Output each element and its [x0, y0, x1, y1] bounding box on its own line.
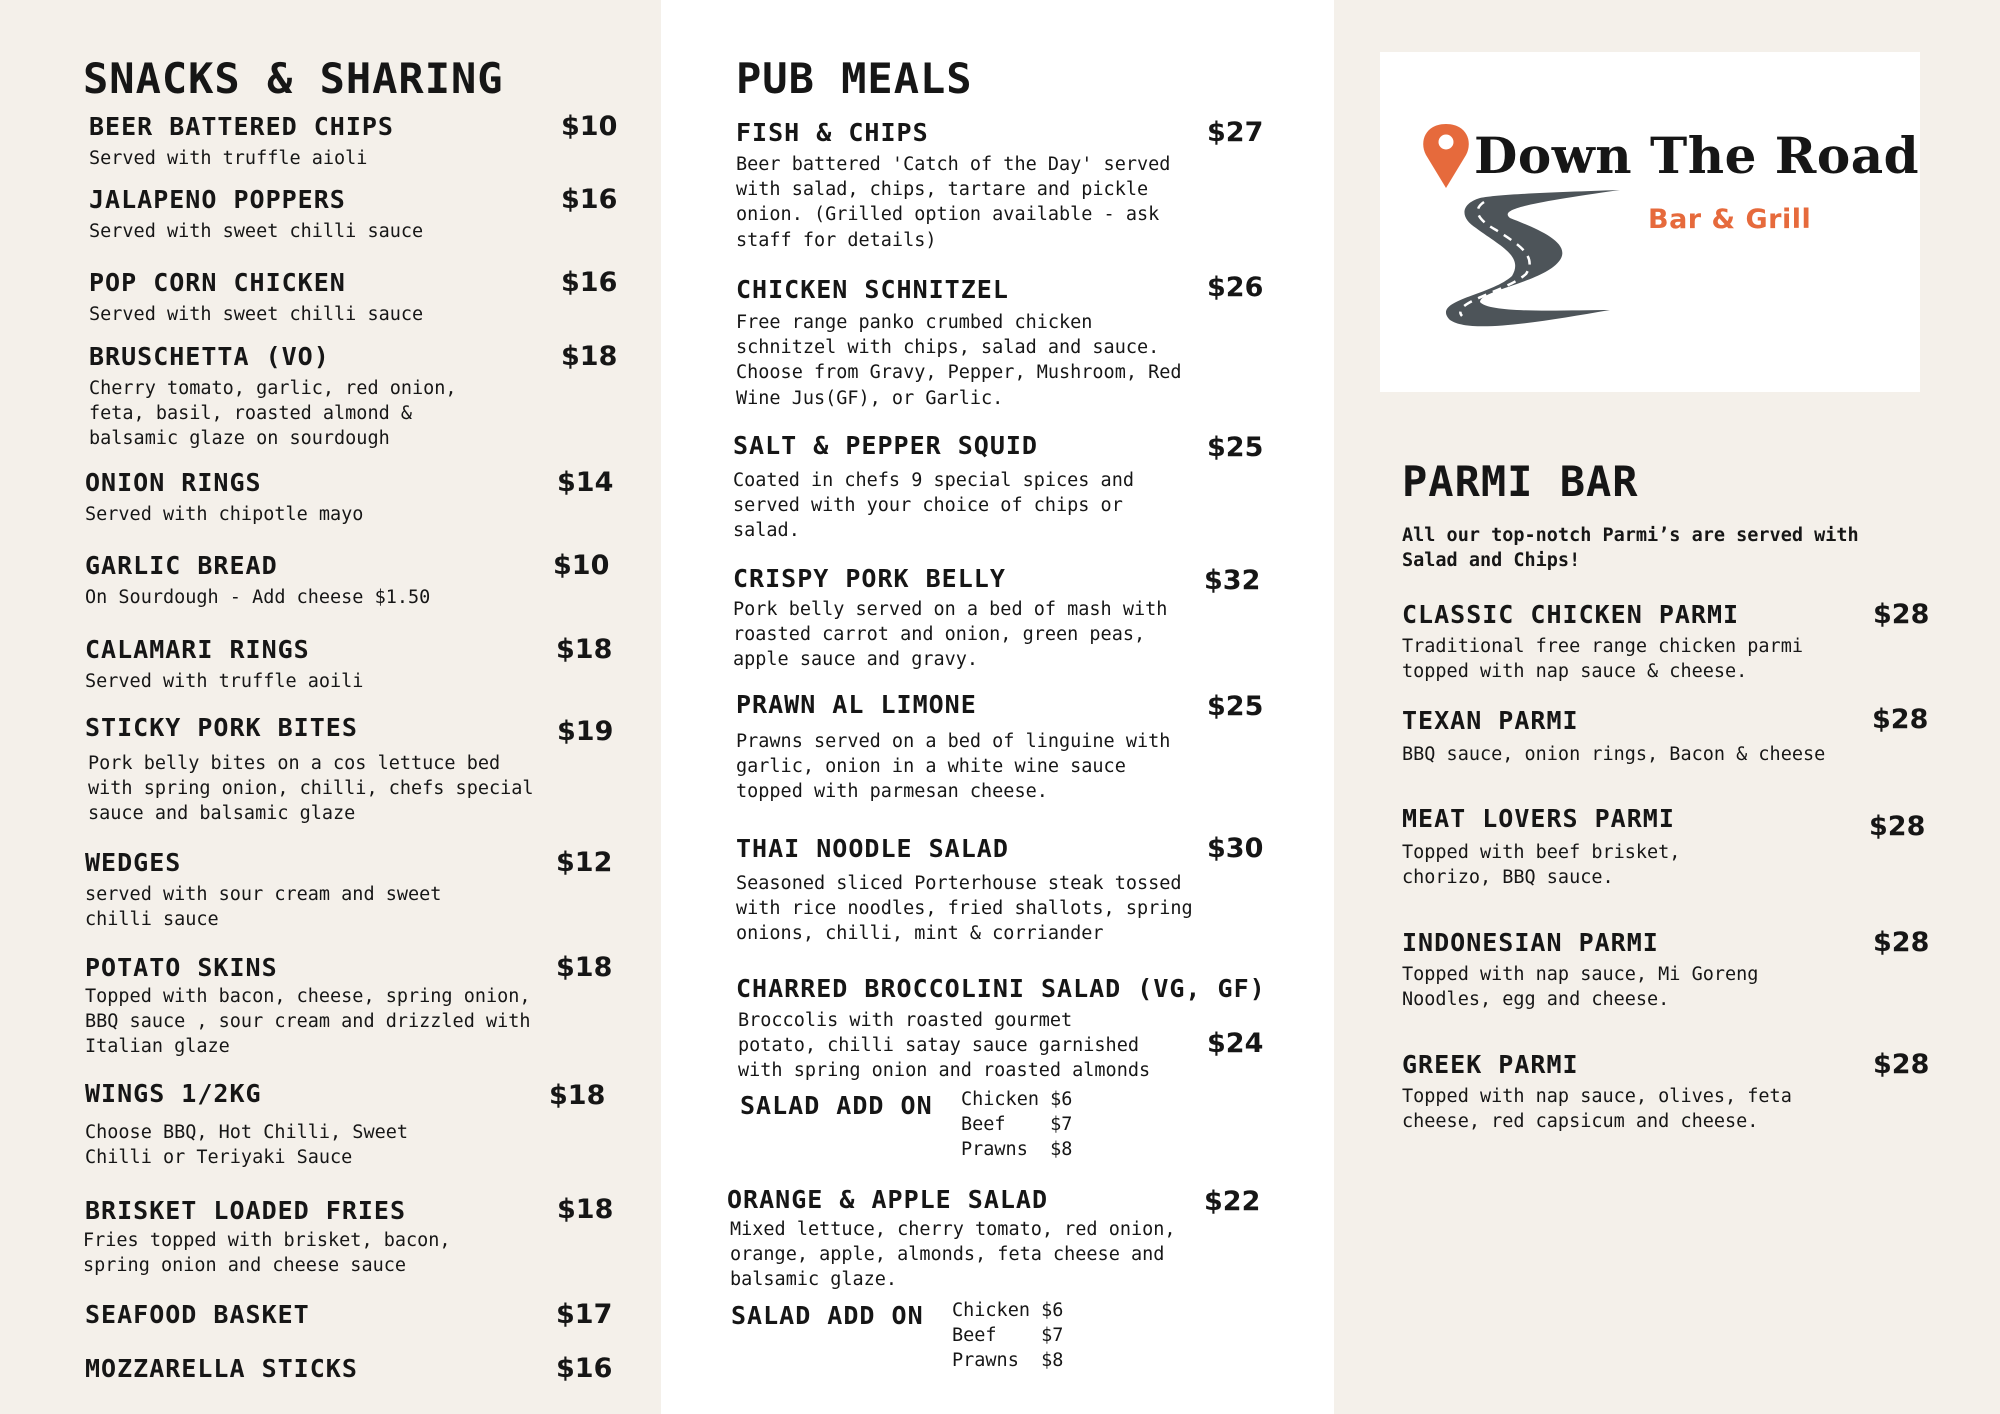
- menu-item-price: $27: [1207, 117, 1264, 148]
- snacks-panel: [0, 0, 661, 1414]
- menu-item-name: GREEK PARMI: [1402, 1050, 1579, 1079]
- menu-item-description: Beer battered 'Catch of the Day' served with salad, chips, tartare and pickle onion. (Grilled option available - ask staff for details): [736, 154, 1171, 251]
- menu-item-description: Free range panko crumbed chicken schnitzel with chips, salad and sauce. Choose from Gravy, Pepper, Mushroom, Red Wine Jus(GF), or Garlic.: [736, 312, 1182, 409]
- menu-item-description: Cherry tomato, garlic, red onion, feta, basil, roasted almond & balsamic glaze on sourdough: [89, 378, 457, 450]
- menu-item-description: Topped with beef brisket, chorizo, BBQ sauce.: [1402, 842, 1681, 889]
- menu-item-description: Seasoned sliced Porterhouse steak tossed with rice noodles, fried shallots, spring onions, chilli, mint & corriander: [736, 873, 1193, 945]
- menu-item-price: $16: [556, 1353, 613, 1384]
- menu-item-description: On Sourdough - Add cheese $1.50: [85, 587, 431, 608]
- menu-item-description: Served with sweet chilli sauce: [89, 221, 424, 242]
- menu-item-name: THAI NOODLE SALAD: [736, 834, 1009, 863]
- section-title-pub-meals: PUB MEALS: [736, 54, 973, 103]
- menu-item-name: SALT & PEPPER SQUID: [733, 431, 1038, 460]
- menu-item-name: SEAFOOD BASKET: [85, 1300, 310, 1329]
- menu-item-price: $28: [1873, 1049, 1930, 1080]
- menu-item-price: $30: [1207, 833, 1264, 864]
- menu-item-name: ONION RINGS: [85, 468, 262, 497]
- menu-item-description: Broccolis with roasted gourmet potato, chilli satay sauce garnished with spring onion and roasted almonds: [738, 1010, 1151, 1082]
- menu-item-name: CHARRED BROCCOLINI SALAD (VG, GF): [736, 974, 1266, 1003]
- menu-item-description: Prawns served on a bed of linguine with garlic, onion in a white wine sauce topped with parmesan cheese.: [736, 731, 1171, 803]
- menu-item-price: $24: [1207, 1028, 1264, 1059]
- menu-item-name: INDONESIAN PARMI: [1402, 928, 1659, 957]
- menu-item-name: POP CORN CHICKEN: [89, 268, 346, 297]
- menu-item-price: $25: [1207, 691, 1264, 722]
- menu-item-price: $10: [553, 550, 610, 581]
- menu-item-description: Served with sweet chilli sauce: [89, 304, 424, 325]
- menu-item-name: GARLIC BREAD: [85, 551, 278, 580]
- menu-item-description: BBQ sauce, onion rings, Bacon & cheese: [1402, 744, 1826, 765]
- menu-item-description: Traditional free range chicken parmi topped with nap sauce & cheese.: [1402, 636, 1803, 683]
- menu-item-price: $18: [557, 1194, 614, 1225]
- menu-item-price: $28: [1873, 927, 1930, 958]
- menu-item-price: $14: [557, 467, 614, 498]
- menu-item-name: CRISPY PORK BELLY: [733, 564, 1006, 593]
- section-title-parmi-bar: PARMI BAR: [1402, 457, 1639, 506]
- menu-item-description: Fries topped with brisket, bacon, spring onion and cheese sauce: [83, 1230, 451, 1277]
- menu-item-price: $32: [1204, 565, 1261, 596]
- menu-item-name: PRAWN AL LIMONE: [736, 690, 977, 719]
- logo-subtitle: Bar & Grill: [1648, 204, 1812, 235]
- menu-item-price: $18: [561, 341, 618, 372]
- menu-item-price: $28: [1869, 811, 1926, 842]
- menu-item-price: $17: [556, 1299, 613, 1330]
- menu-item-price: $25: [1207, 432, 1264, 463]
- menu-item-name: POTATO SKINS: [85, 953, 278, 982]
- menu-item-price: $19: [557, 716, 614, 747]
- menu-item-price: $18: [549, 1080, 606, 1111]
- menu-item-name: JALAPENO POPPERS: [89, 185, 346, 214]
- menu-item-description: Served with truffle aioli: [89, 148, 368, 169]
- salad-add-on-label: SALAD ADD ON: [740, 1091, 933, 1120]
- menu-item-price: $12: [556, 847, 613, 878]
- menu-item-name: BRUSCHETTA (VO): [89, 342, 330, 371]
- menu-item-name: BRISKET LOADED FRIES: [85, 1196, 407, 1225]
- menu-item-price: $18: [556, 952, 613, 983]
- menu-item-name: WEDGES: [85, 848, 182, 877]
- menu-item-description: Choose BBQ, Hot Chilli, Sweet Chilli or Teriyaki Sauce: [85, 1122, 409, 1169]
- parmi-intro: All our top-notch Parmi’s are served with Salad and Chips!: [1402, 525, 1859, 572]
- menu-item-price: $26: [1207, 272, 1264, 303]
- salad-add-on-options: Chicken $6 Beef $7 Prawns $8: [952, 1300, 1064, 1372]
- menu-item-name: CHICKEN SCHNITZEL: [736, 275, 1009, 304]
- menu-item-name: FISH & CHIPS: [736, 118, 929, 147]
- winding-road-icon: [1446, 190, 1620, 326]
- salad-add-on-label: SALAD ADD ON: [731, 1301, 924, 1330]
- menu-item-description: Topped with nap sauce, olives, feta cheese, red capsicum and cheese.: [1402, 1086, 1792, 1133]
- menu-item-name: STICKY PORK BITES: [85, 713, 358, 742]
- menu-item-name: BEER BATTERED CHIPS: [89, 112, 394, 141]
- logo-title: Down The Road: [1474, 126, 1920, 185]
- map-pin-icon: [1423, 124, 1469, 188]
- menu-item-name: WINGS 1/2KG: [85, 1079, 262, 1108]
- section-title-snacks: SNACKS & SHARING: [83, 54, 504, 103]
- menu-item-description: Coated in chefs 9 special spices and served with your choice of chips or salad.: [733, 470, 1134, 542]
- menu-item-description: Pork belly bites on a cos lettuce bed with spring onion, chilli, chefs special sauce and balsamic glaze: [88, 753, 534, 825]
- menu-item-price: $22: [1204, 1186, 1261, 1217]
- menu-item-description: Pork belly served on a bed of mash with roasted carrot and onion, green peas, apple sauce and gravy.: [733, 599, 1168, 671]
- brand-logo: [1380, 52, 1920, 392]
- menu-item-description: Topped with nap sauce, Mi Goreng Noodles, egg and cheese.: [1402, 964, 1759, 1011]
- menu-item-price: $28: [1873, 599, 1930, 630]
- menu-item-name: CLASSIC CHICKEN PARMI: [1402, 600, 1740, 629]
- menu-item-name: CALAMARI RINGS: [85, 635, 310, 664]
- menu-item-description: Served with truffle aoili: [85, 671, 364, 692]
- menu-item-price: $18: [556, 634, 613, 665]
- menu-item-description: Topped with bacon, cheese, spring onion, BBQ sauce , sour cream and drizzled with Italian glaze: [85, 986, 531, 1058]
- menu-item-price: $16: [561, 184, 618, 215]
- menu-item-description: Mixed lettuce, cherry tomato, red onion, orange, apple, almonds, feta cheese and balsamic glaze.: [730, 1219, 1176, 1291]
- menu-item-name: ORANGE & APPLE SALAD: [727, 1185, 1049, 1214]
- menu-item-name: MEAT LOVERS PARMI: [1402, 804, 1675, 833]
- menu-item-price: $28: [1872, 704, 1929, 735]
- menu-item-price: $16: [561, 267, 618, 298]
- menu-item-name: MOZZARELLA STICKS: [85, 1354, 358, 1383]
- menu-item-price: $10: [561, 111, 618, 142]
- menu-item-description: served with sour cream and sweet chilli sauce: [85, 884, 442, 931]
- salad-add-on-options: Chicken $6 Beef $7 Prawns $8: [961, 1089, 1073, 1161]
- menu-item-description: Served with chipotle mayo: [85, 504, 364, 525]
- menu-item-name: TEXAN PARMI: [1402, 706, 1579, 735]
